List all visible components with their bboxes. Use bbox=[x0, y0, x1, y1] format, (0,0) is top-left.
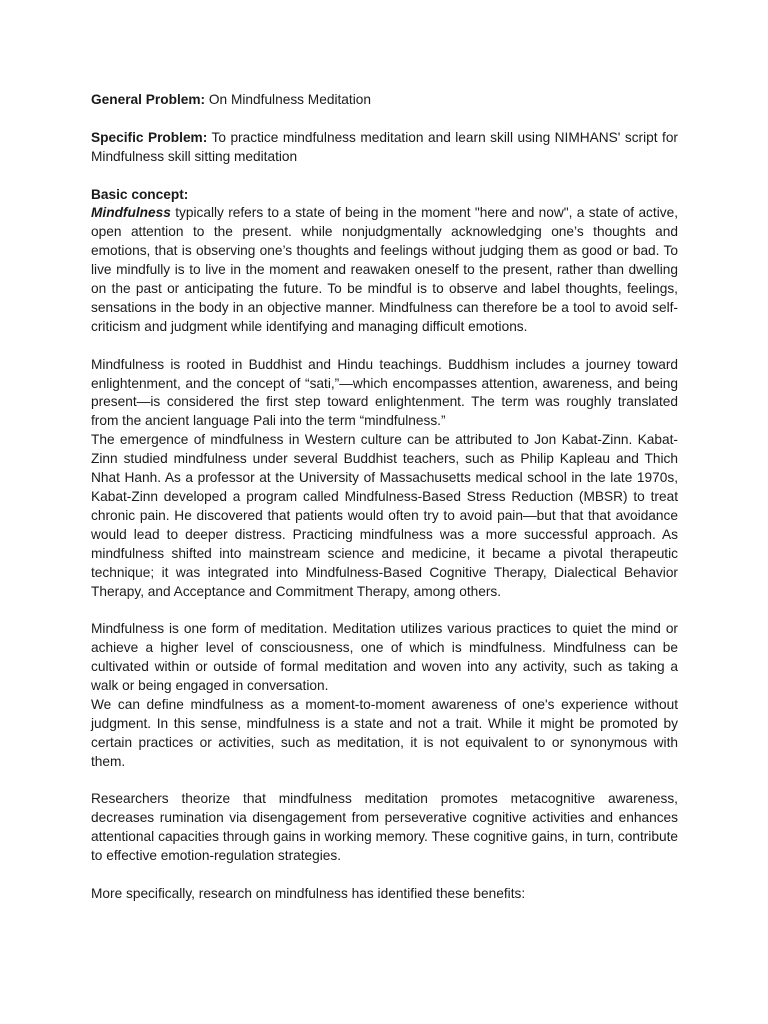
general-problem-line bbox=[91, 91, 678, 110]
paragraph-4: Mindfulness is one form of meditation. Meditation utilizes various practices to quiet the mind or achieve a higher level of consciousness, one of which is mindfulness. Mindfulness can be cultivated within or outside of formal meditation and woven into any activity, such as taking a walk or being engaged in conversation. bbox=[91, 621, 678, 694]
paragraph-5: We can define mindfulness as a moment-to-moment awareness of one's experience without judgment. In this sense, mindfulness is a state and not a trait. While it might be promoted by certain practices or activities, such as meditation, it is not equivalent to or synonymous with them. bbox=[91, 696, 678, 769]
specific-problem-text: To practice mindfulness meditation and learn skill using NIMHANS' script for Mindfulness skill sitting meditation bbox=[91, 129, 678, 164]
paragraph-3: The emergence of mindfulness in Western culture can be attributed to Jon Kabat-Zinn. Kabat-Zinn studied mindfulness under several Buddhist teachers, such as Philip Kapleau and Thich Nhat Hanh. As a professor at the University of Massachusetts medical school in the late 1970s, Kabat-Zinn developed a program called Mindfulness-Based Stress Reduction (MBSR) to treat chronic pain. He discovered that patients would often try to avoid pain—but that that avoidance would lead to deeper distress. Practicing mindfulness was a more successful approach. As mindfulness shifted into mainstream science and medicine, it became a pivotal therapeutic technique; it was integrated into Mindfulness-Based Cognitive Therapy, Dialectical Behavior Therapy, and Acceptance and Commitment Therapy, among others. bbox=[91, 432, 678, 599]
general-problem-text: On Mindfulness Meditation bbox=[205, 92, 371, 107]
general-problem-label: General Problem: bbox=[91, 92, 206, 107]
document-page bbox=[91, 91, 678, 904]
specific-problem-label: Specific Problem: bbox=[91, 129, 208, 145]
paragraph-2: Mindfulness is rooted in Buddhist and Hindu teachings. Buddhism includes a journey toward enlightenment, and the concept of “sati,”—which encompasses attention, awareness, and being present—is considered the first step toward enlightenment. The term was roughly translated from the ancient language Pali into the term “mindfulness.” bbox=[91, 356, 678, 429]
paragraph-6: Researchers theorize that mindfulness meditation promotes metacognitive awareness, decreases rumination via disengagement from perseverative cognitive activities and enhances attentional capacities through gains in working memory. These cognitive gains, in turn, contribute to effective emotion-regulation strategies. bbox=[91, 791, 678, 864]
mindfulness-term: Mindfulness bbox=[91, 205, 171, 221]
paragraph-1-text: typically refers to a state of being in the moment "here and now", a state of active, open attention to the present. while nonjudgmentally acknowledging one’s thoughts and emotions, that is observing one’s thoughts and feelings without judging them as good or bad. To live mindfully is to live in the moment and reawaken oneself to the present, rather than dwelling on the past or anticipating the future. To be mindful is to observe and label thoughts, feelings, sensations in the body in an objective manner. Mindfulness can therefore be a tool to avoid self-criticism and judgment while identifying and managing difficult emotions. bbox=[91, 205, 678, 334]
specific-problem-line bbox=[91, 129, 678, 167]
basic-concept-heading: Basic concept: bbox=[91, 186, 189, 202]
paragraph-mindfulness-definition bbox=[91, 204, 678, 336]
paragraph-7: More specifically, research on mindfulness has identified these benefits: bbox=[91, 885, 526, 901]
